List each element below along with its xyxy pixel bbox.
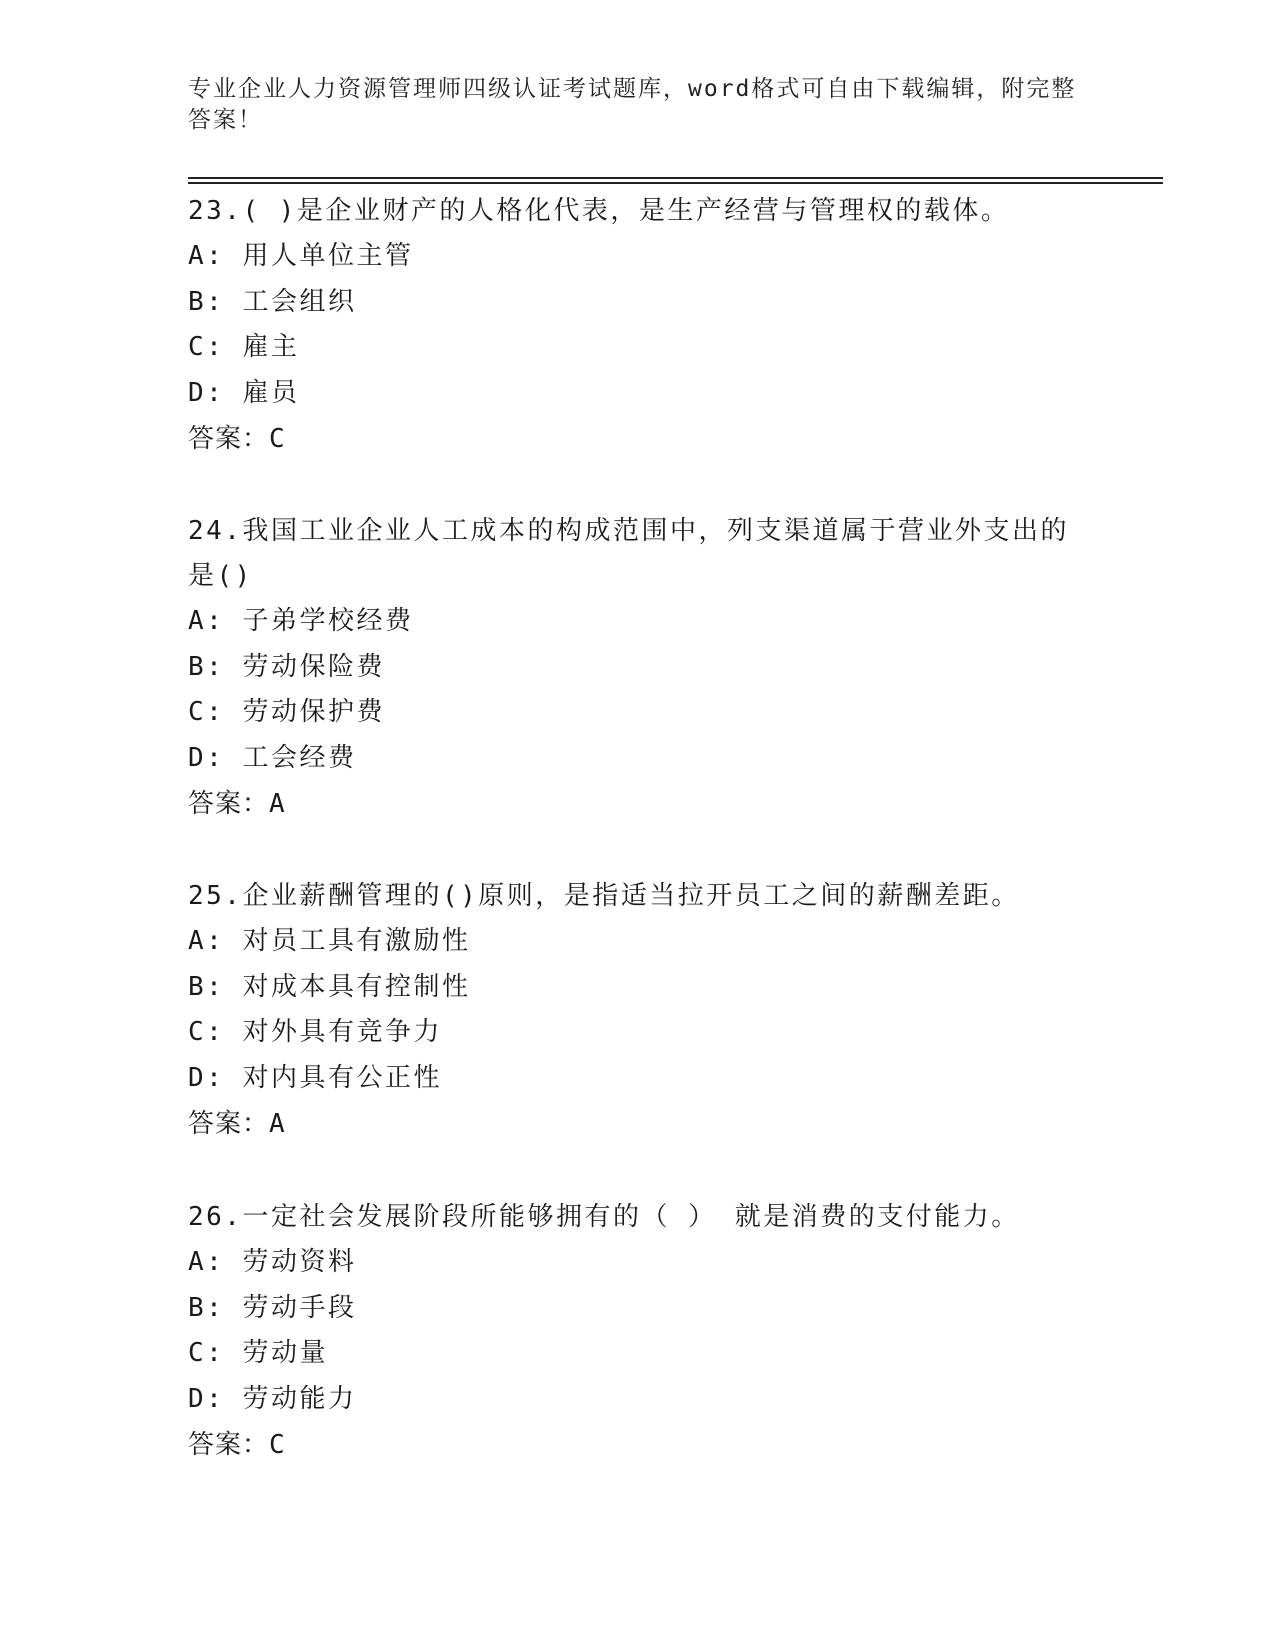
question-stem: 26.一定社会发展阶段所能够拥有的（ ） 就是消费的支付能力。: [188, 1202, 1020, 1232]
header-line-2: 答案！: [188, 107, 263, 133]
answer-label: 答案：: [188, 789, 270, 819]
question-26: [188, 1195, 1088, 1468]
question-24: [188, 509, 1088, 827]
answer-label: 答案：: [188, 1430, 270, 1460]
option-a: A: 子弟学校经费: [188, 606, 414, 636]
answer-label: 答案：: [188, 424, 270, 454]
question-stem-continued: 是(): [188, 561, 253, 591]
answer-line: [188, 416, 1088, 462]
option-b: B: 对成本具有控制性: [188, 971, 471, 1002]
question-23: [188, 189, 1088, 462]
option-a: A: 对员工具有激励性: [188, 926, 471, 956]
question-stem: 23.( )是企业财产的人格化代表，是生产经营与管理权的载体。: [188, 196, 1010, 226]
option-c: C: 雇主: [188, 332, 300, 362]
answer-line: [188, 781, 1088, 827]
answer-value: C: [269, 424, 286, 454]
answer-value: A: [269, 789, 286, 819]
answer-value: C: [269, 1430, 286, 1460]
option-b: B: 工会组织: [188, 286, 357, 317]
question-25: [188, 874, 1088, 1147]
question-stem: 24.我国工业企业人工成本的构成范围中，列支渠道属于营业外支出的: [188, 516, 1069, 546]
header-divider-bottom: [188, 182, 1163, 184]
answer-value: A: [269, 1109, 286, 1139]
question-stem: 25.企业薪酬管理的()原则，是指适当拉开员工之间的薪酬差距。: [188, 881, 1020, 911]
option-b: B: 劳动手段: [188, 1292, 357, 1323]
option-c: C: 劳动量: [188, 1338, 328, 1368]
option-b: B: 劳动保险费: [188, 651, 385, 682]
answer-line: [188, 1422, 1088, 1468]
option-d: D: 雇员: [188, 377, 300, 408]
answer-line: [188, 1101, 1088, 1147]
option-d: D: 工会经费: [188, 742, 357, 773]
answer-label: 答案：: [188, 1109, 270, 1139]
header-divider-top: [188, 177, 1163, 179]
option-d: D: 对内具有公正性: [188, 1062, 442, 1093]
option-d: D: 劳动能力: [188, 1383, 357, 1414]
option-a: A: 劳动资料: [188, 1247, 357, 1277]
option-c: C: 劳动保护费: [188, 697, 385, 727]
document-header: [188, 74, 1088, 136]
option-a: A: 用人单位主管: [188, 241, 414, 271]
header-line-1: 专业企业人力资源管理师四级认证考试题库，word格式可自由下载编辑，附完整: [188, 76, 1077, 102]
option-c: C: 对外具有竞争力: [188, 1017, 442, 1047]
